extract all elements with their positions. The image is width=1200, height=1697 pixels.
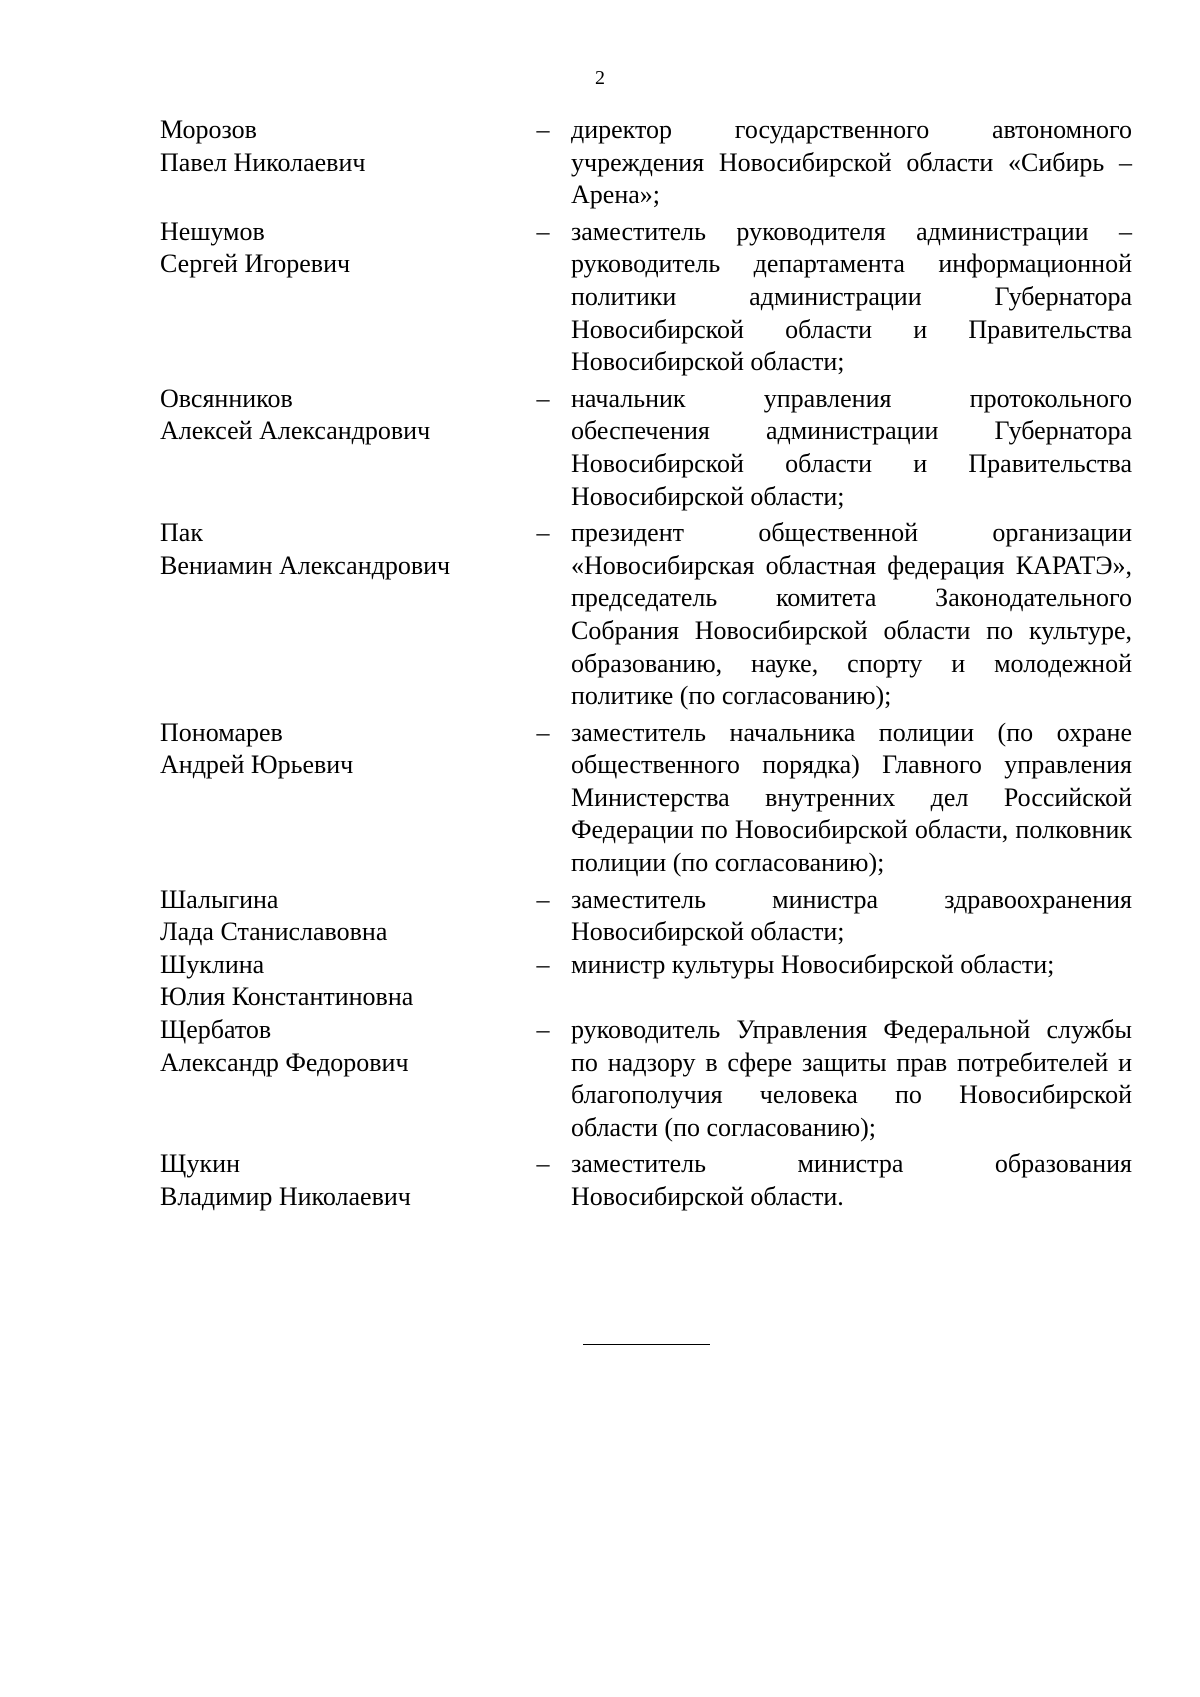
dash-separator: –: [536, 1149, 550, 1179]
dash-separator: –: [536, 884, 550, 914]
member-row: [0, 383, 1200, 513]
member-row: [0, 949, 1200, 1014]
member-row: [0, 216, 1200, 379]
member-surname: Щукин: [160, 1149, 241, 1179]
member-given-names: Лада Станиславовна: [160, 917, 388, 947]
member-given-names: Юлия Константиновна: [160, 982, 414, 1012]
member-name: [160, 216, 520, 281]
dash-separator: –: [536, 1015, 550, 1045]
member-given-names: Андрей Юрьевич: [160, 750, 354, 780]
member-name: [160, 949, 520, 1014]
end-separator-line: [583, 1344, 710, 1345]
dash-separator: –: [536, 216, 550, 246]
member-given-names: Сергей Игоревич: [160, 249, 351, 279]
member-position: заместитель руководителя администрации – руководитель департамента информационной политики администрации Губернатора Новосибирской области и Правительства Новосибирской области;: [571, 216, 1132, 377]
member-given-names: Владимир Николаевич: [160, 1182, 411, 1211]
member-position: директор государственного автономного учреждения Новосибирской области «Сибирь – Арена»;: [571, 115, 1132, 210]
member-name: [160, 383, 520, 448]
dash-separator: –: [536, 115, 550, 144]
member-position: президент общественной организации «Новосибирская областная федерация КАРАТЭ», председатель комитета Законодательного Собрания Новосибирской области по культуре, образованию, науке, спорту и молодежной политике (по согласованию);: [571, 518, 1132, 711]
member-position: руководитель Управления Федеральной службы по надзору в сфере защиты прав потребителей и благополучия человека по Новосибирской области (по согласованию);: [571, 1015, 1132, 1142]
member-position: министр культуры Новосибирской области;: [571, 949, 1055, 979]
member-position: заместитель министра образования Новосибирской области.: [571, 1149, 1132, 1211]
member-name: [160, 114, 520, 179]
member-surname: Шуклина: [160, 949, 265, 979]
member-surname: Морозов: [160, 115, 257, 144]
member-given-names: Вениамин Александрович: [160, 550, 451, 580]
page-number: 2: [595, 67, 605, 89]
member-surname: Шалыгина: [160, 884, 279, 914]
dash-separator: –: [536, 383, 550, 413]
member-row: [0, 517, 1200, 713]
member-row: [0, 1148, 1200, 1213]
member-surname: Нешумов: [160, 216, 265, 246]
member-given-names: Алексей Александрович: [160, 416, 431, 446]
dash-separator: –: [536, 518, 550, 548]
member-name: [160, 517, 520, 582]
member-row: [0, 114, 1200, 212]
member-surname: Пак: [160, 518, 203, 548]
member-list: [0, 114, 1200, 1214]
member-name: [160, 717, 520, 782]
member-position: заместитель начальника полиции (по охране общественного порядка) Главного управления Министерства внутренних дел Российской Федерации по Новосибирской области, полковник полиции (по согласованию);: [571, 717, 1132, 878]
member-surname: Овсянников: [160, 383, 293, 413]
member-position: начальник управления протокольного обеспечения администрации Губернатора Новосибирской области и Правительства Новосибирской области;: [571, 383, 1132, 511]
member-given-names: Павел Николаевич: [160, 147, 366, 177]
member-row: [0, 717, 1200, 880]
member-surname: Пономарев: [160, 717, 283, 747]
dash-separator: –: [536, 717, 550, 747]
member-name: [160, 884, 520, 949]
member-name: [160, 1014, 520, 1079]
member-surname: Щербатов: [160, 1015, 272, 1045]
member-given-names: Александр Федорович: [160, 1047, 409, 1077]
member-name: [160, 1148, 520, 1213]
dash-separator: –: [536, 949, 550, 979]
member-row: [0, 884, 1200, 949]
member-row: [0, 1014, 1200, 1144]
member-position: заместитель министра здравоохранения Новосибирской области;: [571, 884, 1132, 947]
